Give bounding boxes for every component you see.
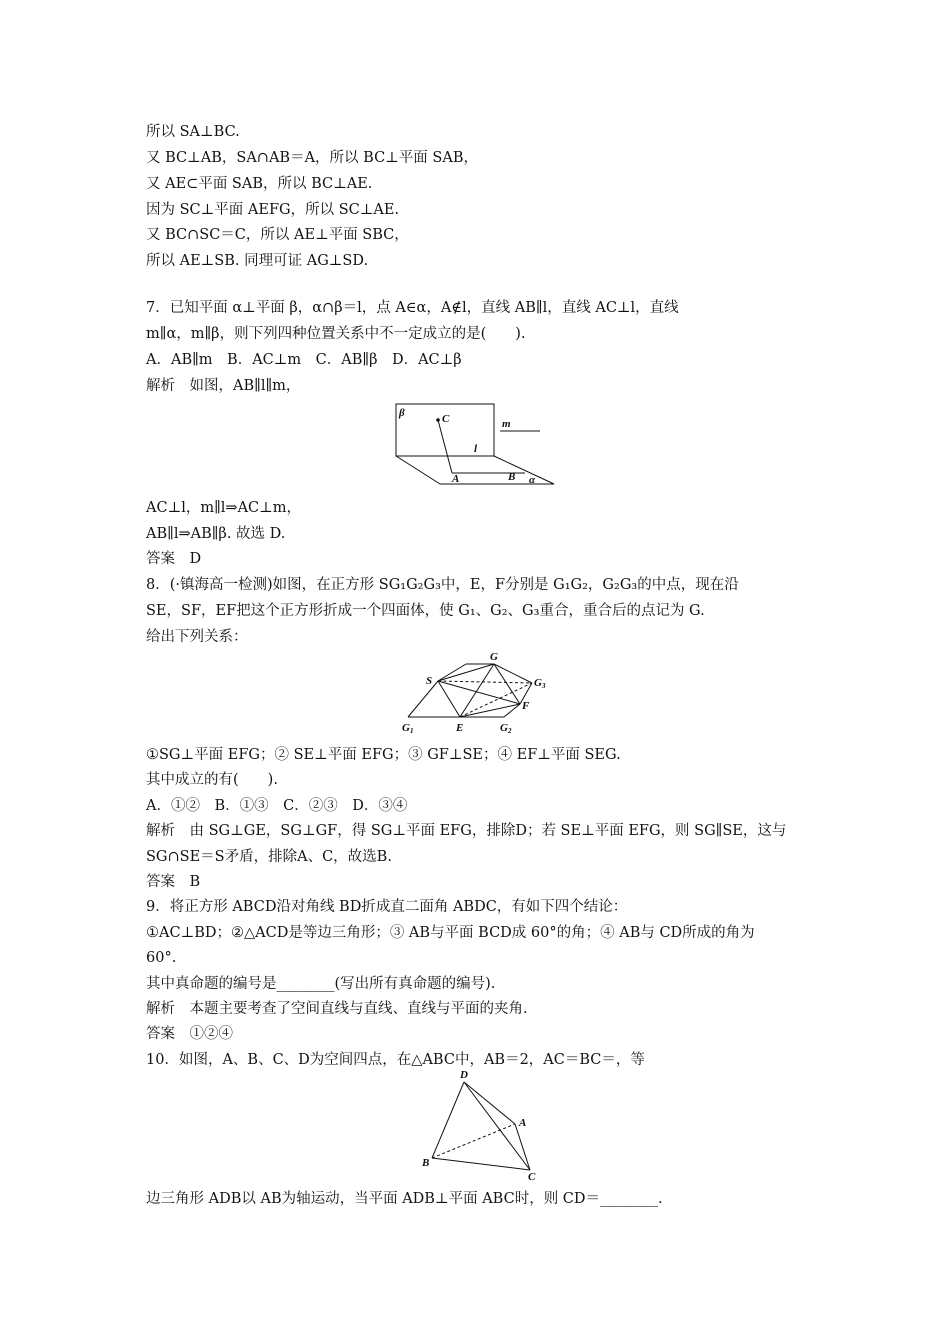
label-g: G <box>490 651 498 663</box>
label-s: S <box>426 675 433 687</box>
label-alpha: α <box>529 474 536 486</box>
label-beta: β <box>399 407 405 419</box>
label-b: B <box>422 1157 430 1169</box>
question-9-line: 9．将正方形 ABCD沿对角线 BD折成直二面角 ABDC，有如下四个结论： <box>146 899 628 915</box>
text-line: 因为 SC⊥平面 AEFG，所以 SC⊥AE. <box>146 202 400 218</box>
question-7-line: m∥α，m∥β，则下列四种位置关系中不一定成立的是( ). <box>146 326 526 342</box>
text-line: 又 AE⊂平面 SAB，所以 BC⊥AE. <box>146 176 373 192</box>
question-8-analysis: 解析 由 SG⊥GE，SG⊥GF，得 SG⊥平面 EFG，排除D；若 SE⊥平面 EFG，则 SG∥SE，这与 <box>146 823 787 839</box>
label-l: l <box>474 443 478 455</box>
question-10-line: 10．如图，A、B、C、D为空间四点，在△ABC中，AB＝2，AC＝BC＝，等 <box>146 1052 645 1068</box>
question-8-options: A．①② B．①③ C．②③ D．③④ <box>146 798 408 814</box>
question-10-line: 边三角形 ADB以 AB为轴运动，当平面 ADB⊥平面 ABC时，则 CD＝________. <box>146 1191 663 1207</box>
question-8-line: 其中成立的有( ). <box>146 772 278 788</box>
question-8-line: ①SG⊥平面 EFG；② SE⊥平面 EFG；③ GF⊥SE；④ EF⊥平面 SEG. <box>146 747 621 763</box>
question-8-line: SE，SF，EF把这个正方形折成一个四面体，使 G₁、G₂、G₃重合，重合后的点记为 G. <box>146 603 705 619</box>
label-a: A <box>452 473 460 485</box>
text-line: 所以 AE⊥SB. 同理可证 AG⊥SD. <box>146 253 369 269</box>
question-7-analysis: 解析 如图，AB∥l∥m， <box>146 378 301 394</box>
question-8-line: 8．(·镇海高一检测)如图，在正方形 SG₁G₂G₃中，E，F分别是 G₁G₂，G₂G₃的中点，现在沿 <box>146 577 739 593</box>
text-line: 又 BC∩SC＝C，所以 AE⊥平面 SBC， <box>146 227 409 243</box>
figure-planes <box>390 400 560 492</box>
question-8-analysis: SG∩SE＝S矛盾，排除A、C，故选B. <box>146 849 392 865</box>
label-g3: G <box>534 677 542 689</box>
question-7-analysis: AB∥l⇒AB∥β. 故选 D. <box>146 526 286 542</box>
question-9-answer: 答案 ①②④ <box>146 1026 233 1042</box>
label-g2: G <box>500 722 508 734</box>
label-m: m <box>502 418 511 430</box>
label-g2-subscript: 2 <box>508 727 512 735</box>
question-9-line: ①AC⊥BD；②△ACD是等边三角形；③ AB与平面 BCD成 60°的角；④ AB与 CD所成的角为 <box>146 925 755 941</box>
label-g3-subscript: 3 <box>542 682 546 690</box>
question-7-options: A．AB∥m B．AC⊥m C．AB∥β D．AC⊥β <box>146 352 462 368</box>
question-8-line: 给出下列关系： <box>146 629 248 645</box>
label-d: D <box>460 1069 468 1081</box>
question-7-answer: 答案 D <box>146 551 202 567</box>
question-7-line: 7．已知平面 α⊥平面 β，α∩β＝l，点 A∈α，A∉l，直线 AB∥l，直线 AC⊥l，直线 <box>146 300 679 316</box>
label-b: B <box>508 471 516 483</box>
question-8-answer: 答案 B <box>146 874 201 890</box>
figure-tetrahedron <box>418 1066 538 1184</box>
question-9-line: 其中真命题的编号是________(写出所有真命题的编号). <box>146 976 496 992</box>
label-g1-subscript: 1 <box>410 727 414 735</box>
question-7-analysis: AC⊥l，m∥l⇒AC⊥m， <box>146 500 302 516</box>
label-a: A <box>519 1117 527 1129</box>
label-c: C <box>442 413 450 425</box>
text-line: 又 BC⊥AB，SA∩AB＝A，所以 BC⊥平面 SAB， <box>146 150 478 166</box>
label-e: E <box>456 722 464 734</box>
label-f: F <box>522 700 530 712</box>
label-g1: G <box>402 722 410 734</box>
question-9-analysis: 解析 本题主要考查了空间直线与直线、直线与平面的夹角. <box>146 1001 528 1017</box>
label-c: C <box>528 1171 536 1183</box>
question-9-line: 60°. <box>146 950 177 966</box>
figure-folded-square <box>396 648 556 738</box>
text-line: 所以 SA⊥BC. <box>146 124 240 140</box>
